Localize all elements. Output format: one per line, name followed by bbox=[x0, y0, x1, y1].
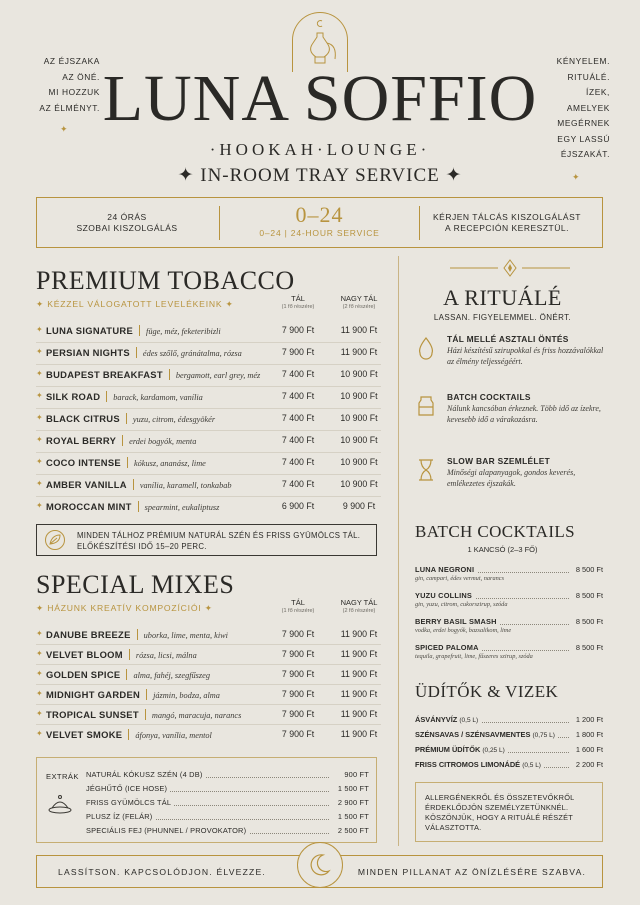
price-large: 10 900 Ft bbox=[340, 369, 378, 379]
item-name bbox=[46, 729, 212, 740]
premium-title: PREMIUM TOBACCO bbox=[36, 266, 295, 295]
drink-size: (0,5 L) bbox=[459, 717, 479, 724]
item-name-text: MOROCCAN MINT bbox=[46, 501, 132, 512]
item-description: uborka, lime, menta, kiwi bbox=[143, 631, 228, 640]
price-large: 10 900 Ft bbox=[340, 479, 378, 489]
diamond-icon: ✦ bbox=[36, 501, 43, 510]
drink-size: (0,75 L) bbox=[532, 732, 555, 739]
extra-name: JÉGHŰTŐ (ICE HOSE) bbox=[86, 784, 170, 793]
col-head-large bbox=[329, 598, 389, 616]
diamond-icon: ✦ bbox=[36, 391, 43, 400]
diamond-icon: ✦ bbox=[36, 347, 43, 356]
ritual-item-title: TÁL MELLÉ ASZTALI ÖNTÉS bbox=[447, 334, 569, 344]
sparkle-icon: ✦ bbox=[60, 124, 68, 134]
item-name-text: COCO INTENSE bbox=[46, 457, 121, 468]
ritual-title: A RITUÁLÉ bbox=[443, 285, 562, 310]
tagline-line: AZ ÉLMÉNYT. bbox=[39, 102, 100, 113]
cocktail-price: 8 500 Ft bbox=[573, 565, 603, 574]
price-single: 7 900 Ft bbox=[281, 629, 315, 639]
item-name-text: DANUBE BREEZE bbox=[46, 629, 131, 640]
diamond-icon: ✦ bbox=[36, 729, 43, 738]
menu-row bbox=[36, 686, 381, 706]
tray-icon bbox=[47, 792, 73, 818]
separator bbox=[122, 435, 123, 446]
item-name-text: GOLDEN SPICE bbox=[46, 669, 121, 680]
item-description: füge, méz, feketeribizli bbox=[146, 327, 221, 336]
drink-name bbox=[415, 715, 481, 724]
col-head-single bbox=[272, 294, 324, 312]
diamond-icon: ✦ bbox=[36, 689, 43, 698]
extra-name: FRISS GYÜMÖLCS TÁL bbox=[86, 798, 174, 807]
extras-label: EXTRÁK bbox=[46, 772, 79, 781]
special-subtitle bbox=[36, 603, 213, 614]
separator bbox=[145, 709, 146, 720]
separator bbox=[126, 669, 127, 680]
item-description: jázmin, bodza, alma bbox=[153, 691, 220, 700]
ritual-item bbox=[415, 392, 610, 438]
footer-left-text: LASSÍTSON. KAPCSOLÓDJON. ÉLVEZZE. bbox=[57, 867, 267, 877]
drink-name-text: PRÉMIUM ÜDÍTŐK bbox=[415, 745, 481, 754]
item-description: vanília, karamell, tonkabab bbox=[139, 481, 232, 490]
note-line: ELŐKÉSZÍTÉSI IDŐ 15–20 PERC. bbox=[77, 541, 207, 551]
menu-row bbox=[36, 626, 381, 646]
diamond-icon: ✦ bbox=[36, 709, 43, 718]
tagline-line: RITUÁLÉ. bbox=[567, 71, 610, 82]
price-large: 11 900 Ft bbox=[340, 729, 378, 739]
drink-size: (0,25 L) bbox=[482, 747, 505, 754]
moon-icon bbox=[297, 842, 343, 888]
drink-row bbox=[415, 715, 603, 727]
info-line: A RECEPCIÓN KERESZTÜL. bbox=[445, 223, 569, 233]
item-description: alma, fahéj, szegfűszeg bbox=[133, 671, 210, 680]
price-single: 7 400 Ft bbox=[281, 435, 315, 445]
menu-row bbox=[36, 666, 381, 686]
cocktail-name: SPICED PALOMA bbox=[415, 643, 482, 652]
item-name-text: VELVET SMOKE bbox=[46, 729, 123, 740]
extras-row bbox=[86, 798, 369, 811]
diamond-icon: ✦ bbox=[36, 629, 43, 638]
item-name-text: LUNA SIGNATURE bbox=[46, 325, 134, 336]
item-description: erdei bogyók, menta bbox=[129, 437, 197, 446]
ritual-item-body: Nálunk kancsóban érkeznek. Több idő az ízekre, kevesebb idő a várakozásra. bbox=[447, 404, 601, 424]
item-name-text: MIDNIGHT GARDEN bbox=[46, 689, 141, 700]
item-name bbox=[46, 413, 215, 424]
drink-size: (0,5 L) bbox=[522, 762, 541, 769]
price-large: 11 900 Ft bbox=[340, 649, 378, 659]
menu-row bbox=[36, 706, 381, 726]
extra-price: 1 500 FT bbox=[335, 812, 369, 821]
drink-price: 1 600 Ft bbox=[573, 745, 603, 754]
separator bbox=[133, 479, 134, 490]
item-name bbox=[46, 501, 219, 512]
allergen-note-box bbox=[415, 782, 603, 842]
menu-row bbox=[36, 476, 381, 496]
separator bbox=[146, 689, 147, 700]
item-name bbox=[46, 369, 260, 380]
item-description: barack, kardamom, vanília bbox=[113, 393, 203, 402]
row-divider bbox=[36, 684, 381, 685]
item-name-text: ROYAL BERRY bbox=[46, 435, 117, 446]
premium-note-text bbox=[77, 531, 360, 552]
item-name bbox=[46, 709, 241, 720]
ornament-icon bbox=[450, 258, 570, 278]
column-divider bbox=[398, 256, 399, 846]
drink-row bbox=[415, 745, 603, 757]
service-title: ✦ IN-ROOM TRAY SERVICE ✦ bbox=[177, 165, 463, 186]
divider bbox=[219, 206, 220, 240]
item-name bbox=[46, 629, 228, 640]
col-label: NAGY TÁL bbox=[340, 294, 378, 303]
special-subtitle-text: ✦ HÁZUNK KREATÍV KOMPOZÍCIÓI ✦ bbox=[36, 603, 213, 613]
col-head-single bbox=[272, 598, 324, 616]
item-description: mangó, maracuja, narancs bbox=[151, 711, 242, 720]
tagline-line: ÉJSZAKÁT. bbox=[560, 149, 610, 159]
item-name bbox=[46, 325, 221, 336]
menu-row bbox=[36, 498, 381, 518]
row-divider bbox=[36, 452, 381, 453]
drink-name-text: ÁSVÁNYVÍZ bbox=[415, 715, 458, 724]
row-divider bbox=[36, 342, 381, 343]
drink-name bbox=[415, 730, 558, 739]
item-name bbox=[46, 479, 232, 490]
separator bbox=[138, 501, 139, 512]
separator bbox=[136, 347, 137, 358]
menu-row bbox=[36, 432, 381, 452]
drop-icon bbox=[415, 336, 437, 360]
col-label: TÁL bbox=[291, 598, 305, 607]
row-divider bbox=[36, 364, 381, 365]
separator bbox=[137, 629, 138, 640]
info-line: SZOBAI KISZOLGÁLÁS bbox=[76, 223, 178, 233]
separator bbox=[129, 649, 130, 660]
ritual-item-title: BATCH COCKTAILS bbox=[447, 392, 531, 402]
extras-row bbox=[86, 770, 369, 783]
price-single: 7 900 Ft bbox=[281, 669, 315, 679]
item-name bbox=[46, 347, 242, 358]
menu-row bbox=[36, 410, 381, 430]
item-description: áfonya, vanília, mentol bbox=[135, 731, 212, 740]
price-large: 11 900 Ft bbox=[340, 669, 378, 679]
price-single: 7 900 Ft bbox=[281, 649, 315, 659]
cocktail-price: 8 500 Ft bbox=[573, 617, 603, 626]
cocktail-row bbox=[415, 643, 603, 665]
menu-row bbox=[36, 366, 381, 386]
diamond-icon: ✦ bbox=[36, 669, 43, 678]
item-description: yuzu, citrom, édesgyökér bbox=[132, 415, 216, 424]
drink-row bbox=[415, 730, 603, 742]
item-name bbox=[46, 457, 206, 468]
batch-title: BATCH COCKTAILS bbox=[415, 522, 576, 541]
allergen-note-text: ALLERGÉNEKRŐL ÉS ÖSSZETEVŐKRŐL ÉRDEKLŐDJÖN SZEMÉLYZETÜNKNÉL. KÖSZÖNJÜK, HOGY A RITUÁLÉ RÉSZÉT VÁLASZTOTTA. bbox=[425, 793, 575, 832]
separator bbox=[128, 729, 129, 740]
brand-subtitle: ·HOOKAH·LOUNGE· bbox=[209, 140, 431, 159]
premium-subtitle-text: ✦ KÉZZEL VÁLOGATOTT LEVELÉKEINK ✦ bbox=[36, 299, 234, 309]
col-note: (1 fő részére) bbox=[281, 304, 315, 310]
row-divider bbox=[36, 644, 381, 645]
ritual-subtitle: LASSAN. FIGYELEMMEL. ÖNÉRT. bbox=[433, 313, 572, 322]
extras-box bbox=[36, 757, 377, 843]
tagline-line: AMELYEK bbox=[566, 102, 610, 113]
price-single: 7 900 Ft bbox=[281, 709, 315, 719]
row-divider bbox=[36, 704, 381, 705]
extra-price: 2 500 FT bbox=[335, 826, 369, 835]
footer-right-text: MINDEN PILLANAT AZ ÖNÍZLÉSÉRE SZABVA. bbox=[357, 867, 587, 877]
menu-row bbox=[36, 454, 381, 474]
item-name-text: TROPICAL SUNSET bbox=[46, 709, 139, 720]
cocktail-description: tequila, grapefruit, lime, fűszeres szirup, szóda bbox=[415, 653, 533, 660]
col-head-large bbox=[329, 294, 389, 312]
price-large: 11 900 Ft bbox=[340, 347, 378, 357]
cocktail-name: LUNA NEGRONI bbox=[415, 565, 477, 574]
item-description: spearmint, eukaliptusz bbox=[144, 503, 220, 512]
item-description: bergamott, earl grey, méz bbox=[175, 371, 261, 380]
price-large: 10 900 Ft bbox=[340, 413, 378, 423]
service-info-box bbox=[36, 197, 603, 248]
info-right-text bbox=[412, 212, 602, 234]
item-name bbox=[46, 689, 220, 700]
extra-name: NATURÁL KÓKUSZ SZÉN (4 DB) bbox=[86, 770, 205, 779]
extra-price: 900 FT bbox=[341, 770, 369, 779]
brand-title: LUNA SOFFIO bbox=[102, 62, 538, 135]
price-single: 7 900 Ft bbox=[281, 729, 315, 739]
item-name bbox=[46, 669, 210, 680]
diamond-icon: ✦ bbox=[36, 649, 43, 658]
item-name bbox=[46, 391, 203, 402]
diamond-icon: ✦ bbox=[36, 479, 43, 488]
item-description: rózsa, licsi, málna bbox=[135, 651, 197, 660]
item-description: kókusz, ananász, lime bbox=[133, 459, 206, 468]
extras-row bbox=[86, 784, 369, 797]
cocktail-description: gin, campari, édes vermut, narancs bbox=[415, 575, 505, 582]
extra-name: PLUSZ ÍZ (FELÁR) bbox=[86, 812, 155, 821]
separator bbox=[126, 413, 127, 424]
ritual-item bbox=[415, 456, 610, 502]
info-line: 24 ÓRÁS bbox=[107, 212, 147, 222]
extra-price: 2 900 FT bbox=[335, 798, 369, 807]
col-note: (1 fő részére) bbox=[281, 608, 315, 614]
separator bbox=[139, 325, 140, 336]
ritual-item-body: Házi készítésű szirupokkal és friss hozzávalókkal az élmény teljességéért. bbox=[447, 346, 604, 366]
note-line: MINDEN TÁLHOZ PRÉMIUM NATURÁL SZÉN ÉS FRISS GYÜMÖLCS TÁL. bbox=[77, 531, 361, 540]
item-name-text: SILK ROAD bbox=[46, 391, 101, 402]
row-divider bbox=[36, 386, 381, 387]
separator bbox=[169, 369, 170, 380]
cocktail-row bbox=[415, 617, 603, 639]
menu-row bbox=[36, 344, 381, 364]
diamond-icon: ✦ bbox=[36, 435, 43, 444]
ritual-item bbox=[415, 334, 610, 374]
extras-row bbox=[86, 812, 369, 825]
price-single: 7 900 Ft bbox=[281, 325, 315, 335]
price-single: 7 400 Ft bbox=[281, 391, 315, 401]
price-single: 7 400 Ft bbox=[281, 413, 315, 423]
item-name-text: VELVET BLOOM bbox=[46, 649, 123, 660]
info-line: KÉRJEN TÁLCÁS KISZOLGÁLÁST bbox=[433, 212, 581, 222]
extra-name: SPECIÁLIS FEJ (PHUNNEL / PROVOKATOR) bbox=[86, 826, 249, 835]
drinks-title: ÜDÍTŐK & VIZEK bbox=[415, 682, 559, 701]
special-title: SPECIAL MIXES bbox=[36, 570, 235, 599]
menu-row bbox=[36, 726, 381, 746]
hours-value: 0–24 bbox=[295, 202, 344, 227]
tagline-line: ÍZEK, bbox=[586, 87, 610, 97]
price-single: 7 400 Ft bbox=[281, 457, 315, 467]
leaf-icon bbox=[45, 530, 65, 550]
diamond-icon: ✦ bbox=[36, 369, 43, 378]
cocktail-price: 8 500 Ft bbox=[573, 591, 603, 600]
price-single: 7 900 Ft bbox=[281, 347, 315, 357]
tagline-line: EGY LASSÚ bbox=[557, 133, 610, 144]
drink-name-text: FRISS CITROMOS LIMONÁDÉ bbox=[415, 760, 521, 769]
menu-row bbox=[36, 388, 381, 408]
item-name-text: AMBER VANILLA bbox=[46, 479, 127, 490]
menu-row bbox=[36, 646, 381, 666]
drink-name-text: SZÉNSAVAS / SZÉNSAVMENTES bbox=[415, 730, 531, 739]
cocktail-name: BERRY BASIL SMASH bbox=[415, 617, 500, 626]
drink-name bbox=[415, 745, 508, 754]
cocktail-description: gin, yuzu, citrom, cukorszirup, szóda bbox=[415, 601, 508, 608]
info-left-text bbox=[37, 212, 217, 234]
hours-subtitle: 0–24 | 24-HOUR SERVICE bbox=[259, 228, 380, 238]
price-single: 7 400 Ft bbox=[281, 479, 315, 489]
price-single: 7 400 Ft bbox=[281, 369, 315, 379]
diamond-icon: ✦ bbox=[36, 325, 43, 334]
row-divider bbox=[36, 408, 381, 409]
premium-subtitle bbox=[36, 299, 234, 310]
tagline-line: AZ ÉJSZAKA bbox=[43, 56, 100, 66]
diamond-icon: ✦ bbox=[36, 457, 43, 466]
row-divider bbox=[36, 664, 381, 665]
cocktail-description: vodka, erdei bogyók, bazsalikom, lime bbox=[415, 627, 512, 634]
price-large: 11 900 Ft bbox=[340, 629, 378, 639]
col-note: (2 fő részére) bbox=[342, 608, 376, 614]
cocktail-name: YUZU COLLINS bbox=[415, 591, 475, 600]
drink-row bbox=[415, 760, 603, 772]
drink-price: 1 200 Ft bbox=[573, 715, 603, 724]
tagline-line: MEGÉRNEK bbox=[557, 118, 610, 128]
price-single: 6 900 Ft bbox=[281, 501, 315, 511]
separator bbox=[106, 391, 107, 402]
row-divider bbox=[36, 496, 381, 497]
col-note: (2 fő részére) bbox=[342, 304, 376, 310]
info-hours bbox=[222, 202, 417, 238]
item-name-text: BLACK CITRUS bbox=[46, 413, 120, 424]
extra-price: 1 500 FT bbox=[335, 784, 369, 793]
row-divider bbox=[36, 724, 381, 725]
footer bbox=[36, 855, 603, 888]
price-large: 10 900 Ft bbox=[340, 435, 378, 445]
item-name-text: PERSIAN NIGHTS bbox=[46, 347, 130, 358]
price-large: 9 900 Ft bbox=[342, 501, 376, 511]
item-name-text: BUDAPEST BREAKFAST bbox=[46, 369, 163, 380]
price-large: 11 900 Ft bbox=[340, 689, 378, 699]
menu-row bbox=[36, 322, 381, 342]
price-large: 10 900 Ft bbox=[340, 391, 378, 401]
price-large: 11 900 Ft bbox=[340, 325, 378, 335]
item-name bbox=[46, 649, 197, 660]
separator bbox=[127, 457, 128, 468]
extras-row bbox=[86, 826, 369, 839]
diamond-icon: ✦ bbox=[36, 413, 43, 422]
cocktail-price: 8 500 Ft bbox=[573, 643, 603, 652]
tagline-line: AZ ÖNÉ. bbox=[62, 71, 100, 82]
ritual-item-title: SLOW BAR SZEMLÉLET bbox=[447, 456, 551, 466]
col-label: TÁL bbox=[291, 294, 305, 303]
drink-price: 2 200 Ft bbox=[573, 760, 603, 769]
price-single: 7 900 Ft bbox=[281, 689, 315, 699]
cocktail-row bbox=[415, 591, 603, 613]
ritual-item-body: Minőségi alapanyagok, gondos keverés, emlékezetes éjszakák. bbox=[447, 468, 576, 488]
drink-name bbox=[415, 760, 544, 769]
drink-price: 1 800 Ft bbox=[573, 730, 603, 739]
row-divider bbox=[36, 474, 381, 475]
row-divider bbox=[36, 430, 381, 431]
tagline-line: MI HOZZUK bbox=[48, 87, 100, 97]
tagline-line: KÉNYELEM. bbox=[556, 56, 610, 66]
price-large: 10 900 Ft bbox=[340, 457, 378, 467]
batch-subtitle: 1 KANCSÓ (2–3 FŐ) bbox=[467, 545, 538, 554]
cocktail-row bbox=[415, 565, 603, 587]
pitcher-icon bbox=[415, 394, 437, 418]
sparkle-icon: ✦ bbox=[572, 172, 580, 182]
col-label: NAGY TÁL bbox=[340, 598, 378, 607]
hourglass-icon bbox=[415, 458, 437, 482]
item-name bbox=[46, 435, 196, 446]
item-description: édes szőlő, gránátalma, rózsa bbox=[142, 349, 242, 358]
premium-note-box bbox=[36, 524, 377, 556]
price-large: 11 900 Ft bbox=[340, 709, 378, 719]
